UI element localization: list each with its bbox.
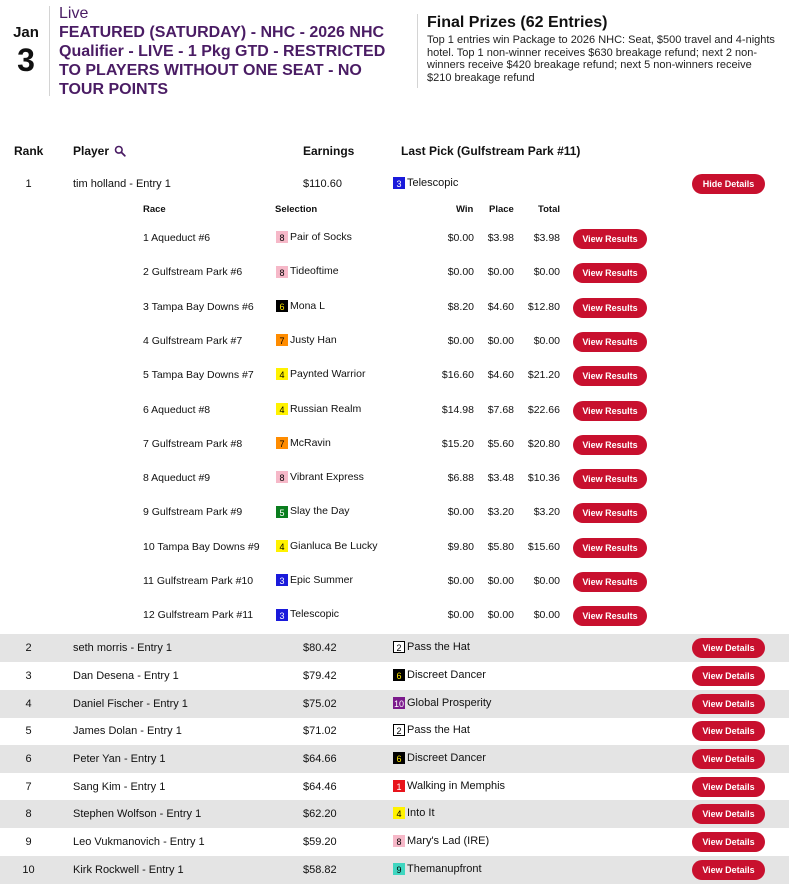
earnings-value: $79.42 bbox=[303, 670, 337, 682]
program-number-badge: 3 bbox=[276, 609, 288, 621]
view-results-button[interactable]: View Results bbox=[573, 503, 647, 523]
player-name[interactable]: Daniel Fischer - Entry 1 bbox=[73, 698, 188, 710]
last-pick bbox=[393, 669, 486, 681]
view-results-button[interactable]: View Results bbox=[573, 298, 647, 318]
program-number-badge: 6 bbox=[393, 669, 405, 681]
selection bbox=[276, 265, 339, 277]
rank-value: 6 bbox=[25, 753, 32, 765]
rank-value: 10 bbox=[22, 864, 35, 876]
column-player[interactable]: Player bbox=[73, 144, 110, 158]
total-value: $22.66 bbox=[527, 403, 560, 416]
horse-name: Into It bbox=[407, 807, 435, 819]
program-number-badge: 2 bbox=[393, 724, 405, 736]
leaderboard-row bbox=[0, 172, 789, 196]
selection bbox=[276, 471, 364, 483]
total-value: $3.20 bbox=[533, 506, 560, 519]
program-number-badge: 4 bbox=[276, 540, 288, 552]
place-value: $5.60 bbox=[487, 437, 514, 450]
view-details-button[interactable]: View Details bbox=[692, 638, 765, 658]
total-value: $0.00 bbox=[533, 575, 560, 587]
race-name: 8 Aqueduct #9 bbox=[143, 472, 211, 485]
program-number-badge: 4 bbox=[393, 807, 405, 819]
view-results-button[interactable]: View Results bbox=[573, 229, 647, 249]
selection bbox=[276, 505, 350, 517]
race-name: 1 Aqueduct #6 bbox=[143, 232, 211, 244]
program-number-badge: 8 bbox=[276, 266, 288, 278]
leaderboard-row bbox=[0, 828, 789, 856]
leaderboard-row bbox=[0, 662, 789, 690]
horse-name: Slay the Day bbox=[290, 505, 350, 518]
player-name[interactable]: Sang Kim - Entry 1 bbox=[73, 781, 166, 793]
win-value: $16.60 bbox=[441, 369, 474, 382]
program-number-badge: 9 bbox=[393, 863, 405, 875]
player-name[interactable]: seth morris - Entry 1 bbox=[73, 642, 173, 654]
selection bbox=[276, 300, 325, 312]
program-number-badge: 1 bbox=[393, 780, 405, 792]
leaderboard-row bbox=[0, 634, 789, 662]
place-value: $3.48 bbox=[487, 472, 514, 485]
last-pick bbox=[393, 863, 482, 875]
race-name: 6 Aqueduct #8 bbox=[143, 403, 211, 416]
detail-header bbox=[0, 204, 789, 218]
horse-name: Discreet Dancer bbox=[407, 669, 486, 681]
win-value: $9.80 bbox=[447, 540, 474, 553]
selection bbox=[276, 403, 361, 415]
detail-row bbox=[0, 325, 789, 359]
detail-column-place: Place bbox=[489, 204, 514, 215]
program-number-badge: 10 bbox=[394, 699, 405, 710]
search-icon[interactable] bbox=[114, 145, 126, 157]
win-value: $6.88 bbox=[447, 472, 474, 485]
selection bbox=[276, 437, 331, 449]
rank-value: 2 bbox=[25, 642, 32, 654]
horse-name: Pass the Hat bbox=[407, 641, 470, 653]
detail-row bbox=[0, 496, 789, 530]
header-divider bbox=[49, 6, 50, 96]
detail-row bbox=[0, 428, 789, 462]
earnings-value: $75.02 bbox=[303, 698, 337, 710]
program-number-badge: 8 bbox=[276, 231, 288, 243]
view-results-button[interactable]: View Results bbox=[573, 572, 647, 592]
race-name: 7 Gulfstream Park #8 bbox=[143, 437, 243, 450]
race-name: 10 Tampa Bay Downs #9 bbox=[143, 540, 260, 553]
leaderboard-row bbox=[0, 745, 789, 773]
place-value: $7.68 bbox=[487, 403, 514, 416]
view-details-button[interactable]: View Details bbox=[692, 694, 765, 714]
leaderboard-row bbox=[0, 717, 789, 745]
program-number-badge: 5 bbox=[276, 506, 288, 518]
player-name[interactable]: Leo Vukmanovich - Entry 1 bbox=[73, 836, 205, 848]
win-value: $0.00 bbox=[447, 266, 474, 279]
detail-column-race: Race bbox=[143, 204, 166, 215]
horse-name: Vibrant Express bbox=[290, 471, 364, 484]
last-pick bbox=[393, 780, 505, 792]
place-value: $3.98 bbox=[487, 232, 514, 244]
view-results-button[interactable]: View Results bbox=[573, 332, 647, 352]
selection bbox=[276, 334, 337, 346]
detail-row bbox=[0, 565, 789, 599]
rank-value: 8 bbox=[25, 808, 32, 820]
leaderboard-row bbox=[0, 773, 789, 801]
selection bbox=[276, 231, 352, 243]
horse-name: Walking in Memphis bbox=[407, 780, 506, 792]
selection bbox=[276, 540, 378, 552]
last-pick bbox=[393, 752, 486, 764]
detail-column-win: Win bbox=[456, 204, 474, 215]
contest-date bbox=[8, 24, 44, 78]
leaderboard-row bbox=[0, 690, 789, 718]
race-name: 4 Gulfstream Park #7 bbox=[143, 334, 243, 347]
program-number-badge: 3 bbox=[393, 177, 405, 189]
horse-name: Tideoftime bbox=[290, 265, 339, 278]
hide-details-button[interactable]: Hide Details bbox=[692, 174, 765, 194]
prizes-block bbox=[427, 14, 777, 84]
race-name: 12 Gulfstream Park #11 bbox=[143, 609, 254, 622]
horse-name: Global Prosperity bbox=[407, 697, 492, 709]
view-details-button[interactable]: View Details bbox=[692, 666, 765, 686]
win-value: $0.00 bbox=[447, 232, 474, 244]
race-name: 2 Gulfstream Park #6 bbox=[143, 266, 243, 279]
horse-name: Pass the Hat bbox=[407, 724, 470, 736]
rank-value: 1 bbox=[25, 178, 32, 190]
win-value: $15.20 bbox=[441, 437, 474, 450]
column-earnings[interactable]: Earnings bbox=[303, 144, 355, 158]
program-number-badge: 7 bbox=[276, 334, 288, 346]
detail-row bbox=[0, 222, 789, 256]
earnings-value: $59.20 bbox=[303, 836, 337, 848]
total-value: $20.80 bbox=[527, 437, 560, 450]
last-pick bbox=[393, 807, 435, 819]
view-details-button[interactable]: View Details bbox=[692, 777, 765, 797]
player-name[interactable]: Kirk Rockwell - Entry 1 bbox=[73, 864, 184, 876]
race-name: 5 Tampa Bay Downs #7 bbox=[143, 369, 254, 382]
last-pick bbox=[393, 724, 470, 736]
horse-name: Mary's Lad (IRE) bbox=[407, 835, 490, 847]
view-results-button[interactable]: View Results bbox=[573, 469, 647, 489]
player-name[interactable]: Peter Yan - Entry 1 bbox=[73, 753, 166, 765]
race-name: 9 Gulfstream Park #9 bbox=[143, 506, 243, 519]
win-value: $0.00 bbox=[447, 334, 474, 347]
leaderboard-header bbox=[0, 144, 789, 164]
contest-title: FEATURED (SATURDAY) - NHC - 2026 NHC Qualifier - LIVE - 1 Pkg GTD - RESTRICTED TO PLAYERS WITHOUT ONE SEAT - NO TOUR POINTS bbox=[59, 24, 386, 98]
race-name: 11 Gulfstream Park #10 bbox=[143, 575, 254, 587]
last-pick bbox=[393, 177, 458, 189]
horse-name: McRavin bbox=[290, 436, 331, 449]
win-value: $14.98 bbox=[441, 403, 474, 416]
detail-row bbox=[0, 531, 789, 565]
view-results-button[interactable]: View Results bbox=[573, 435, 647, 455]
program-number-badge: 6 bbox=[393, 752, 405, 764]
win-value: $8.20 bbox=[447, 300, 474, 313]
selection bbox=[276, 574, 353, 586]
horse-name: Epic Summer bbox=[290, 574, 354, 586]
view-results-button[interactable]: View Results bbox=[573, 538, 647, 558]
detail-row bbox=[0, 256, 789, 290]
player-name[interactable]: Dan Desena - Entry 1 bbox=[73, 670, 179, 682]
leaderboard-row bbox=[0, 856, 789, 884]
view-results-button[interactable]: View Results bbox=[573, 606, 647, 626]
detail-row bbox=[0, 291, 789, 325]
prizes-description: Top 1 entries win Package to 2026 NHC: Seat, $500 travel and 4-nights hotel. Top 1 non-winner receives $630 breakage refund; next 2 non-winners receive $420 breakage refund; next 5 non-winners receive $210 breakage refund bbox=[427, 34, 775, 84]
place-value: $4.60 bbox=[487, 300, 514, 313]
horse-name: Themanupfront bbox=[407, 863, 482, 875]
header-divider bbox=[417, 14, 418, 88]
earnings-value: $80.42 bbox=[303, 642, 337, 654]
earnings-value: $64.66 bbox=[303, 753, 337, 765]
last-pick bbox=[393, 641, 470, 653]
total-value: $15.60 bbox=[527, 540, 560, 553]
rank-value: 3 bbox=[25, 670, 32, 682]
leaderboard-row bbox=[0, 800, 789, 828]
place-value: $4.60 bbox=[487, 369, 514, 382]
place-value: $3.20 bbox=[487, 506, 514, 519]
player-name[interactable]: tim holland - Entry 1 bbox=[73, 178, 171, 190]
horse-name: Telescopic bbox=[290, 608, 340, 621]
total-value: $3.98 bbox=[533, 232, 560, 244]
view-details-button[interactable]: View Details bbox=[692, 832, 765, 852]
view-details-button[interactable]: View Details bbox=[692, 860, 765, 880]
selection bbox=[276, 368, 365, 380]
win-value: $0.00 bbox=[447, 609, 474, 622]
horse-name: Justy Han bbox=[290, 333, 337, 346]
detail-column-selection: Selection bbox=[275, 204, 318, 215]
detail-row bbox=[0, 394, 789, 428]
player-name[interactable]: Stephen Wolfson - Entry 1 bbox=[73, 808, 202, 820]
place-value: $0.00 bbox=[487, 609, 514, 622]
total-value: $12.80 bbox=[527, 300, 560, 313]
win-value: $0.00 bbox=[447, 575, 474, 587]
total-value: $0.00 bbox=[533, 609, 560, 622]
total-value: $10.36 bbox=[527, 472, 560, 485]
horse-name: Mona L bbox=[290, 299, 326, 312]
earnings-value: $64.46 bbox=[303, 781, 337, 793]
program-number-badge: 7 bbox=[276, 437, 288, 449]
column-last-pick: Last Pick (Gulfstream Park #11) bbox=[401, 144, 581, 158]
prizes-title: Final Prizes (62 Entries) bbox=[427, 14, 608, 31]
view-details-button[interactable]: View Details bbox=[692, 721, 765, 741]
contest-title-block bbox=[59, 5, 399, 99]
horse-name: Discreet Dancer bbox=[407, 752, 486, 764]
earnings-value: $71.02 bbox=[303, 725, 337, 737]
column-rank[interactable]: Rank bbox=[14, 144, 44, 158]
total-value: $0.00 bbox=[533, 334, 560, 347]
rank-value: 7 bbox=[25, 781, 32, 793]
player-name[interactable]: James Dolan - Entry 1 bbox=[73, 725, 182, 737]
place-value: $0.00 bbox=[487, 575, 514, 587]
place-value: $0.00 bbox=[487, 266, 514, 279]
view-results-button[interactable]: View Results bbox=[573, 263, 647, 283]
detail-row bbox=[0, 599, 789, 633]
last-pick bbox=[393, 835, 489, 847]
race-name: 3 Tampa Bay Downs #6 bbox=[143, 300, 254, 313]
program-number-badge: 8 bbox=[276, 471, 288, 483]
rank-value: 4 bbox=[25, 698, 32, 710]
win-value: $0.00 bbox=[447, 506, 474, 519]
program-number-badge: 2 bbox=[393, 641, 405, 653]
date-day: 3 bbox=[17, 42, 35, 78]
total-value: $0.00 bbox=[533, 266, 560, 279]
detail-row bbox=[0, 359, 789, 393]
earnings-value: $62.20 bbox=[303, 808, 337, 820]
contest-status: Live bbox=[59, 5, 89, 22]
contest-header bbox=[0, 0, 789, 100]
program-number-badge: 4 bbox=[276, 368, 288, 380]
program-number-badge: 8 bbox=[393, 835, 405, 847]
place-value: $5.80 bbox=[487, 540, 514, 553]
program-number-badge: 6 bbox=[276, 300, 288, 312]
earnings-value: $110.60 bbox=[303, 178, 342, 190]
view-results-button[interactable]: View Results bbox=[573, 366, 647, 386]
rank-value: 9 bbox=[25, 836, 32, 848]
total-value: $21.20 bbox=[527, 369, 560, 382]
program-number-badge: 4 bbox=[276, 403, 288, 415]
rank-value: 5 bbox=[25, 725, 32, 737]
view-results-button[interactable]: View Results bbox=[573, 401, 647, 421]
horse-name: Russian Realm bbox=[290, 402, 362, 415]
horse-name: Telescopic bbox=[407, 177, 459, 189]
program-number-badge: 3 bbox=[276, 574, 288, 586]
detail-column-total: Total bbox=[538, 204, 560, 215]
view-details-button[interactable]: View Details bbox=[692, 749, 765, 769]
place-value: $0.00 bbox=[487, 334, 514, 347]
earnings-value: $58.82 bbox=[303, 864, 337, 876]
last-pick bbox=[393, 697, 491, 709]
detail-row bbox=[0, 462, 789, 496]
date-month: Jan bbox=[13, 24, 39, 41]
horse-name: Pair of Socks bbox=[290, 231, 352, 243]
horse-name: Gianluca Be Lucky bbox=[290, 539, 378, 552]
view-details-button[interactable]: View Details bbox=[692, 804, 765, 824]
selection bbox=[276, 608, 339, 620]
horse-name: Paynted Warrior bbox=[290, 368, 366, 381]
